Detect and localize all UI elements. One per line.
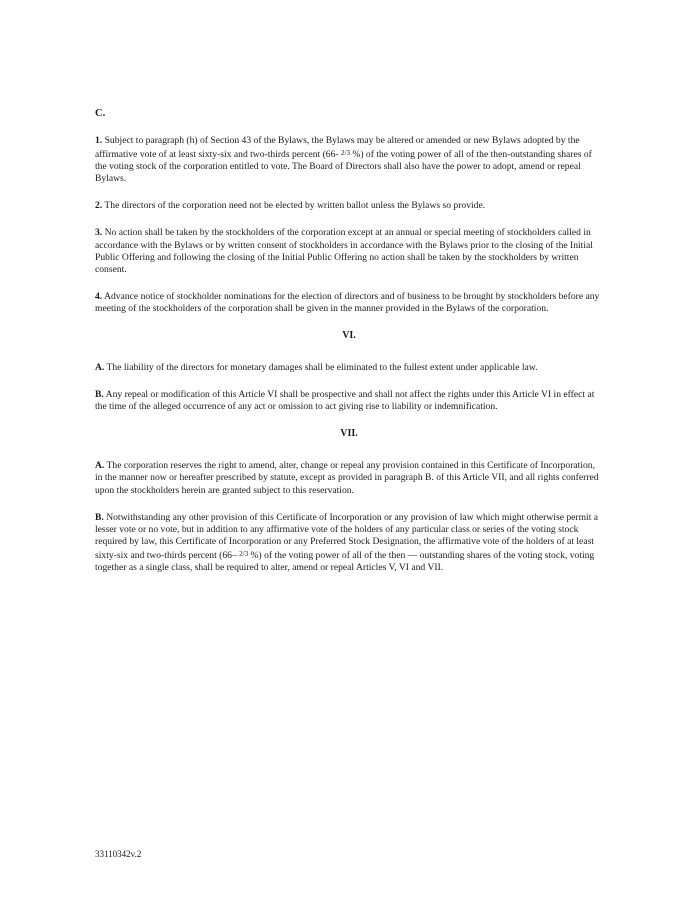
paragraph-label: A.: [95, 460, 105, 472]
paragraph-label: B.: [95, 389, 104, 401]
paragraph-label: B.: [95, 511, 104, 523]
article-vii-heading: VII.: [340, 428, 358, 440]
section-c-paragraph-2: [95, 200, 603, 212]
article-vi-heading: VI.: [342, 330, 356, 342]
paragraph-label: 4.: [95, 290, 103, 302]
article-vi-paragraph-b: [95, 389, 603, 413]
article-vi-paragraph-a: [95, 362, 603, 374]
paragraph-text: No action shall be taken by the stockholders of the corporation except at an annual or special meeting of stockholders called in accordance with the Bylaws or by written consent of stockholders in accordance with the Bylaws prior to the closing of the Initial Public Offering and following the closing of the Initial Public Offering no action shall be taken by the stockholders by written consent.: [95, 227, 593, 275]
section-c-heading: C.: [95, 108, 106, 119]
section-c-paragraph-4: [95, 291, 603, 315]
paragraph-text: The directors of the corporation need not be elected by written ballot unless the Bylaws so provide.: [102, 200, 486, 212]
paragraph-text-tail: %) of the voting power of all of the then-outstanding shares of the voting stock of the corporation entitled to vote. The Board of Directors shall also have the power to adopt, amend or repeal Bylaws.: [95, 149, 592, 185]
paragraph-label: A.: [95, 362, 105, 374]
paragraph-text: Advance notice of stockholder nominations for the election of directors and of business to be brought by stockholders before any meeting of the stockholders of the corporation shall be given in the manner provided in the Bylaws of the corporation.: [95, 290, 600, 314]
paragraph-label: 3.: [95, 227, 103, 239]
paragraph-text-tail: %) of the voting power of all of the then — outstanding shares of the voting stock, voting together as a single class, shall be required to alter, amend or repeal Articles V, VI and VII.: [95, 549, 595, 573]
paragraph-text: Any repeal or modification of this Article VI shall be prospective and shall not affect the rights under this Article VI in effect at the time of the alleged occurrence of any act or omission to act giving rise to liability or indemnification.: [95, 389, 595, 413]
fraction-two-thirds: 2/3: [239, 549, 249, 558]
fraction-two-thirds: 2/3: [341, 149, 350, 158]
paragraph-label: 1.: [95, 135, 103, 146]
document-body: [95, 108, 603, 589]
article-vii-paragraph-b: [95, 512, 603, 574]
section-c-paragraph-3: [95, 227, 603, 275]
document-id-footer: 33110342v.2: [95, 849, 142, 859]
section-c-paragraph-1: [95, 135, 603, 185]
paragraph-label: 2.: [95, 200, 103, 212]
paragraph-text: Subject to paragraph (h) of Section 43 of the Bylaws, the Bylaws may be altered or amended or new Bylaws adopted by the affirmative vote of at least sixty-six and two-thirds percent (66-: [95, 135, 580, 161]
paragraph-text: The corporation reserves the right to amend, alter, change or repeal any provision contained in this Certificate of Incorporation, in the manner now or hereafter prescribed by statute, except as provided in paragraph B. of this Article VII, and all rights conferred upon the stockholders herein are granted subject to this reservation.: [95, 460, 599, 496]
paragraph-text: The liability of the directors for monetary damages shall be eliminated to the fullest extent under applicable law.: [104, 362, 538, 374]
article-vii-paragraph-a: [95, 460, 603, 496]
paragraph-text: Notwithstanding any other provision of this Certificate of Incorporation or any provision of law which might otherwise permit a lesser vote or no vote, but in addition to any affirmative vote of the holders of any particular class or series of the voting stock required by law, this Certificate of Incorporation or any Preferred Stock Designation, the affirmative vote of the holders of at least sixty-six and two-thirds percent (66–: [95, 511, 599, 561]
